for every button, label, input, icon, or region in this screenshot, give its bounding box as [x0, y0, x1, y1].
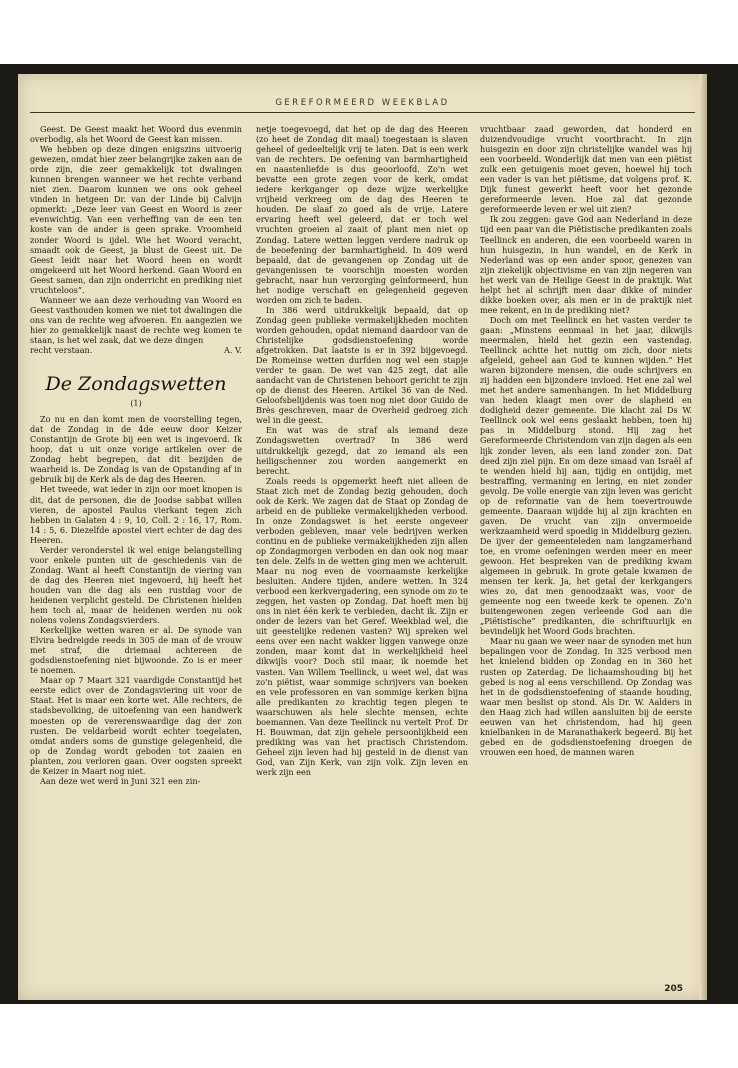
paragraph: Het tweede, wat ieder in zijn oor moet knopen is dit, dat de personen, die de Joodse sabbat willen vieren, de apostel Paulus vierkant tegen zich hebben in Galaten 4 : 9, 10, Coll. 2 : 16, 17, Rom. 14 : 5, 6. Diezelfde apostel viert echter de dag des Heeren.: [30, 484, 242, 545]
signature-lead: recht verstaan.: [30, 345, 93, 356]
author-initials: A. V.: [224, 345, 242, 356]
page-edge-shadow: [699, 74, 707, 1000]
column-3: [480, 124, 692, 757]
paragraph: Verder veronderstel ik wel enige belangstelling voor enkele punten uit de geschiedenis van de Zondag. Want al heeft Constantijn de viering van de dag des Heeren niet ingevoerd, hij heeft het houden van die dag als een rustdag voor de heidenen verplicht gesteld. De Christenen hielden hem toch al, maar de heidenen werden nu ook nolens volens Zondagsvierders.: [30, 544, 242, 626]
article-number: (1): [130, 398, 142, 409]
paragraph: Maar op 7 Maart 321 vaardigde Constantijd het eerste edict over de Zondagsviering uit voor de Staat. Het is maar een korte wet. Alle rechters, de stadsbevolking, de uitoefening van een handwerk moesten op de vererenswaardige dag der zon rusten. De veldarbeid wordt echter toegelaten, omdat anders soms de gunstige gelegenheid, die op de Zondag wordt geboden tot zaaien en planten, zou verloren gaan. Over oogsten spreekt de Keizer in Maart nog niet.: [30, 675, 242, 776]
paragraph: Doch om met Teellinck en het vasten verder te gaan: „Minstens eenmaal in het jaar, dikwijls meermalen, hield het gezin een vastendag. Teellinck achtte het nuttig om zich, door niets afgeleid, geheel aan God te kunnen wijden.” Het waren bijzondere mensen, die oude schrijvers en zij hadden een bijzondere invloed. Het ene zal wel met het andere samenhangen. In het Middelburg van heden klaagt men over de slapheid en dodigheid dezer gemeente. Die klacht zal Ds W. Teellinck ook wel eens geslaakt hebben, toen hij pas in Middelburg stond. Hij zag het Gereformeerde Christendom van zijn dagen als een lijk zonder leven, als een land zonder zon. Dat deed zijn ziel pijn. En om deze smaad van Israël af te wenden hield hij aan, tijdig en ontijdig, met bestraffing, vermaning en lering, en niet zonder gevolg. De volle energie van zijn leven was gericht op de reformatie van de hem toevertrouwde gemeente. Daaraan wijdde hij al zijn krachten en gaven. De vrucht van zijn onvermoeide werkzaamheid werd spoedig in Middelburg gezien. De ijver der gemeenteleden nam langzamerhand toe, en vrome oefeningen werden meer en meer gewoon. Het bespreken van de prediking kwam algemeen in gebruik. In grote getale kwamen de mensen ter kerk. Ja, het getal der kerkgangers wies zo, dat men genoodzaakt was, voor de gemeente nog een tweede kerk te openen. Zo'n buitengewonen zegen verleende God aan die „Piëtistische” predikanten, die schriftuurlijk en bevindelijk het Woord Gods brachten.: [480, 314, 692, 637]
paragraph: Zo nu en dan komt men de voorstelling tegen, dat de Zondag in de 4de eeuw door Keizer Constantijn de Grote bij een wet is ingevoerd. Ik hoop, dat u uit onze vorige artikelen over de Zondag hebt begrepen, dat dit bezijden de waarheid is. De Zondag is van de Opstanding af in gebruik bij de Kerk als de dag des Heeren.: [30, 414, 242, 485]
paragraph: vruchtbaar zaad geworden, dat honderd en duizendvoudige vrucht voortbracht. In zijn huisgezin en door zijn christelijke wandel was hij een voorbeeld. Wonderlijk dat men van een piëtist zulk een getuigenis moet geven, hoewel hij toch een vader is van het piëtisme, dat volgens prof. K. Dijk funest gewerkt heeft voor het gezonde gereformeerde leven. Hoe zal dat gezonde gereformeerde leven er wel uit zien?: [480, 124, 692, 215]
page-number: 205: [664, 984, 683, 994]
paragraph: En wat was de straf als iemand deze Zondagswetten overtrad? In 386 werd uitdrukkelijk gezegd, dat zo iemand als een heiligschenner zou worden aangemerkt en berecht.: [256, 425, 468, 476]
signature-line: [30, 345, 242, 355]
article-title: De Zondagswetten: [45, 373, 227, 396]
paragraph: Geest. De Geest maakt het Woord dus evenmin overbodig, als het Woord de Geest kan missen.: [30, 124, 242, 145]
paragraph: In 386 werd uitdrukkelijk bepaald, dat op Zondag geen publieke vermakelijkheden mochten worden gehouden, opdat niemand daardoor van de Christelijke godsdienstoefening worde afgetrokken. Dat laatste is er in 392 bijgevoegd. De Romeinse wetten durfden nog wel een stapje verder te gaan. De wet van 425 zegt, dat alle aandacht van de Christenen behoort gericht te zijn op de dienst des Heeren. Artikel 36 van de Ned. Geloofsbelijdenis was toen nog niet door Guido de Brès geschreven, maar de Overheid gedroeg zich wel in die geest.: [256, 304, 468, 426]
paragraph: We hebben op deze dingen enigszins uitvoerig gewezen, omdat hier zeer belangrijke zaken aan de orde zijn, die zeer gemakkelijk tot dwalingen kunnen brengen wanneer we het rechte verband niet zien. Daarom kunnen we ons ook geheel vinden in hetgeen Dr. van der Linde bij Calvijn opmerkt: „Deze leer van Geest en Woord is zeer evenwichtig. Van een verheffing van de een ten koste van de ander is geen sprake. Vroomheid zonder Woord is ijdel. Wie het Woord veracht, smaadt ook de Geest, ja blust de Geest uit. De Geest leidt naar het Woord heen en wordt omgekeerd uit het Woord herkend. Gaan Woord en Geest samen, dan zijn onderricht en prediking niet vruchteloos”.: [30, 144, 242, 295]
paragraph: Maar nu gaan we weer naar de synoden met hun bepalingen voor de Zondag. In 325 verbood men het knielend bidden op Zondag en in 360 het rusten op Zaterdag. De lichaamshouding bij het gebed is nog al eens verschillend. Op Zondag was het in de godsdienstoefening of staande houding, waar men beslist op stond. Als Dr. W. Aalders in den Haag zich had willen aansluiten bij de eerste eeuwen van het christendom, had hij geen knielbanken in de Maranathakerk begeerd. Bij het gebed en de godsdienstoefening droegen de vrouwen een hoed, de mannen waren: [480, 636, 692, 757]
paragraph: netje toegevoegd, dat het op de dag des Heeren (zo heet de Zondag dit maal) toegestaan is slaven geheel of gedeeltelijk vrij te laten. Dat is een werk van de rechters. De oefening van barmhartigheid en naastenliefde is dus geoorloofd. Zo'n wet bevatte een grote zegen voor de kerk, omdat iedere kerkganger op deze wijze werkelijke vrijheid verkreeg om de dag des Heeren te houden. De slaaf zo goed als de vrije. Latere ervaring heeft wel geleerd, dat er toch wel vruchten groeien al zaait of plant men niet op Zondag. Latere wetten leggen verdere nadruk op de beoefening der barmhartigheid. In 409 werd bepaald, dat de gevangenen op Zondag uit de gevangenissen te voorschijn moesten worden gebracht, naar hun verzorging geïnformeerd, hun het nodige verschaft en gelegenheid gegeven worden om zich te baden.: [256, 124, 468, 305]
paragraph: Aan deze wet werd in Juni 321 een zin-: [40, 775, 201, 786]
magazine-page: [18, 74, 707, 1000]
paragraph: Zoals reeds is opgemerkt heeft niet alleen de Staat zich met de Zondag bezig gehouden, doch ook de Kerk. We zagen dat de Staat op Zondag de arbeid en de publieke vermakelijkheden verbood. In onze Zondagswet is het eerste ongeveer verboden gebleven, maar vele bedrijven werken continu en de publieke vermakelijkheden zijn allen op Zondagmorgen verboden en dan ook nog maar ten dele. Zelfs in de wetten ging men we achteruit. Maar nu nog even de voornaamste kerkelijke besluiten. Andere tijden, andere wetten. In 324 verbood een kerkvergadering, een synode om zo te zeggen, het vasten op Zondag. Dat hoeft men bij ons in niet één kerk te verbieden, dacht ik. Zijn er onder de lezers van het Geref. Weekblad wel, die uit geestelijke redenen vasten? Wij spreken wel eens over een nacht wakker liggen vanwege onze zonden, maar komt dat in werkelijkheid heel dikwijls voor? Doch stil maar, ik noemde het vasten. Van Willem Teellinck, u weet wel, dat was zo'n piëtist, waar sommige schrijvers van boeken en vele professoren en van sommige kerken bijna alle predikanten zo krachtig tegen plegen te waarschuwen als hele slechte mensen, echte boemannen. Van deze Teellinck nu vertelt Prof. Dr H. Bouwman, dat zijn gehele persoonlijkheid een prediking was van het practisch Christendom. Geheel zijn leven had hij gesteld in de dienst van God, van Zijn Kerk, van zijn volk. Zijn leven en werk zijn een: [256, 475, 468, 777]
paragraph: Ik zou zeggen: gave God aan Nederland in deze tijd een paar van die Piëtistische predikanten zoals Teellinck en anderen, die een voorbeeld waren in hun huisgezin, in hun wandel, en de Kerk in Nederland was op een ander spoor, genezen van zijn ziekelijk objectivisme en van zijn negeren van het werk van de Heilige Geest in de praktijk. Wat helpt het al schrijft men daar dikke of minder dikke boeken over, als men er in de praktijk niet mee rekent, en in de prediking niet?: [480, 214, 692, 315]
paragraph: Wanneer we aan deze verhouding van Woord en Geest vasthouden komen we niet tot dwalingen die ons van de rechte weg afvoeren. En aangezien we hier zo gemakkelijk naast de rechte weg komen te staan, is het wel zaak, dat we deze dingen: [30, 294, 242, 345]
running-header: GEREFORMEERD WEEKBLAD: [275, 98, 450, 108]
paragraph: Kerkelijke wetten waren er al. De synode van Elvira bedreigde reeds in 305 de man of de vrouw met straf, die driemaal achtereen de godsdienstoefening niet bijwoonde. Zo is er meer te noemen.: [30, 625, 242, 676]
column-1: [30, 124, 242, 786]
header-rule: [30, 112, 695, 113]
column-2: [256, 124, 468, 777]
